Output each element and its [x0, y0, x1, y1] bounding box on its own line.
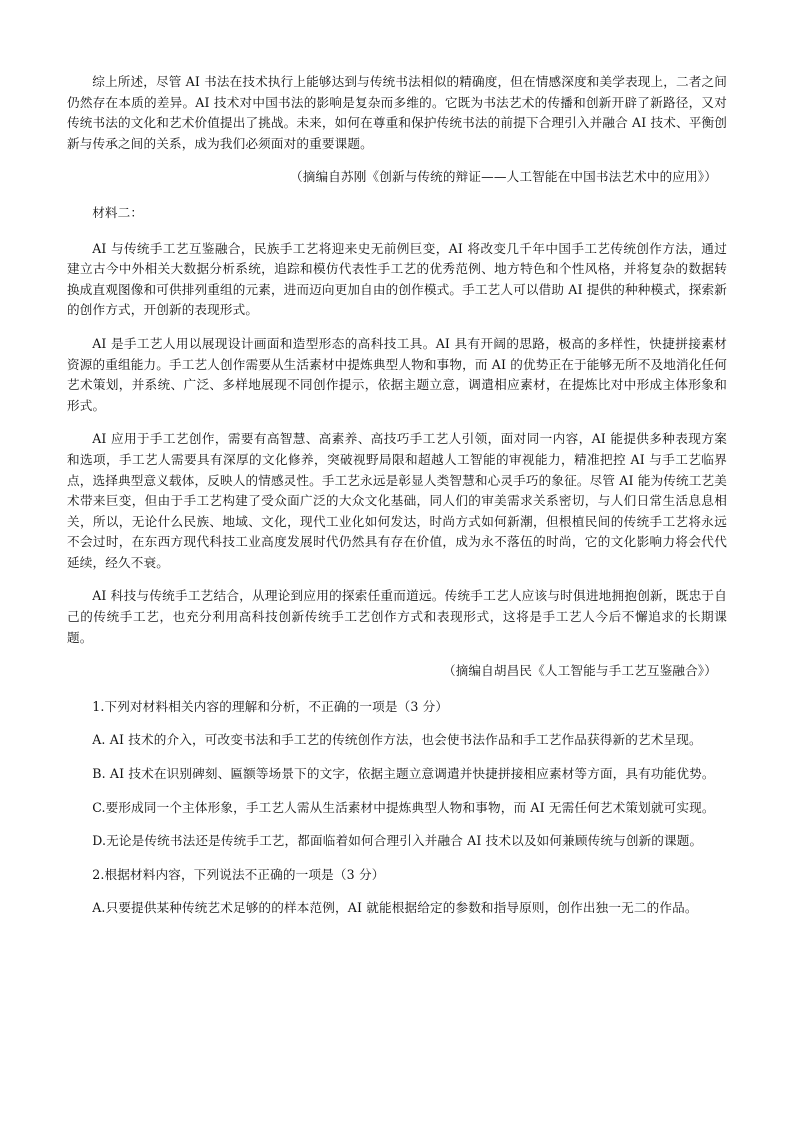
material2-heading: 材料二：	[92, 204, 144, 220]
question-2-stem: 2.根据材料内容，下列说法不正确的一项是（3 分）	[92, 866, 385, 882]
material2-paragraph-1: AI 与传统手工艺互鉴融合，民族手工艺将迎来史无前例巨变，AI 将改变几千年中国手工艺传统创作方法，通过建立古今中外相关大数据分析系统，追踪和模仿代表性手工艺的优秀范例、地方特色和个性风格，并将复杂的数据转换成直观图像和可供排列重组的元素，进而迈向更加自由的创作模式。手工艺人可以借助 AI 提供的种种模式，探索新的创作方式，开创新的表现形式。	[67, 240, 727, 318]
material2-source-citation: （摘编自胡昌民《人工智能与手工艺互鉴融合》）	[442, 663, 717, 679]
material2-paragraph-3: AI 应用于手工艺创作，需要有高智慧、高素养、高技巧手工艺人引领，面对同一内容，AI 能提供多种表现方案和选项，手工艺人需要具有深厚的文化修养，突破视野局限和超越人工智能的审视能力，精准把控 AI 与手工艺临界点，选择典型意义载体，反映人的情感灵性。手工艺永远是彰显人类智慧和心灵手巧的象征。尽管 AI 能为传统工艺美术带来巨变，但由于手工艺构建了受众面广泛的大众文化基础，同人们的审美需求关系密切，与人们日常生活息息相关，所以，无论什么民族、地域、文化，现代工业化如何发达，时尚方式如何新潮，但根植民间的传统手工艺将永远不会过时，在东西方现代科技工业高度发展时代仍然具有存在价值，成为永不落伍的时尚，它的文化影响力将会代代延续，经久不衰。	[67, 431, 727, 570]
material2-paragraph-2: AI 是手工艺人用以展现设计画面和造型形态的高科技工具。AI 具有开阔的思路，极高的多样性，快捷拼接素材资源的重组能力。手工艺人创作需要从生活素材中提炼典型人物和事物，而 AI 的优势正在于能够无所不及地消化任何艺术策划，并系统、广泛、多样地展现不同创作提示，依据主题立意，调遣相应素材，在提炼比对中形成主体形象和形式。	[67, 335, 727, 413]
question-1-option-b: B. AI 技术在识别碑刻、匾额等场景下的文字，依据主题立意调遣并快捷拼接相应素材等方面，具有功能优势。	[92, 766, 715, 782]
question-1-option-d: D.无论是传统书法还是传统手工艺，都面临着如何合理引入并融合 AI 技术以及如何兼顾传统与创新的课题。	[92, 833, 703, 849]
question-1-option-c: C.要形成同一个主体形象，手工艺人需从生活素材中提炼典型人物和事物，而 AI 无需任何艺术策划就可实现。	[92, 799, 715, 815]
question-1-stem: 1.下列对材料相关内容的理解和分析，不正确的一项是（3 分）	[92, 698, 449, 714]
question-1-option-a: A. AI 技术的介入，可改变书法和手工艺的传统创作方法，也会使书法作品和手工艺作品获得新的艺术呈现。	[92, 732, 702, 748]
document-page	[67, 72, 727, 919]
material2-paragraph-4: AI 科技与传统手工艺结合，从理论到应用的探索任重而道远。传统手工艺人应该与时俱进地拥抱创新，既忠于自己的传统手工艺，也充分利用高科技创新传统手工艺创作方式和表现形式，这将是手工艺人今后不懈追求的长期课题。	[67, 588, 727, 645]
material1-source-citation: （摘编自苏刚《创新与传统的辩证——人工智能在中国书法艺术中的应用》）	[290, 169, 717, 185]
material1-conclusion-paragraph: 综上所述，尽管 AI 书法在技术执行上能够达到与传统书法相似的精确度，但在情感深度和美学表现上，二者之间仍然存在本质的差异。AI 技术对中国书法的影响是复杂而多维的。它既为书法艺术的传播和创新开辟了新路径，又对传统书法的文化和艺术价值提出了挑战。未来，如何在尊重和保护传统书法的前提下合理引入并融合 AI 技术、平衡创新与传承之间的关系，成为我们必须面对的重要课题。	[67, 74, 727, 151]
question-2-option-a: A.只要提供某种传统艺术足够的的样本范例，AI 就能根据给定的参数和指导原则，创作出独一无二的作品。	[92, 900, 698, 916]
